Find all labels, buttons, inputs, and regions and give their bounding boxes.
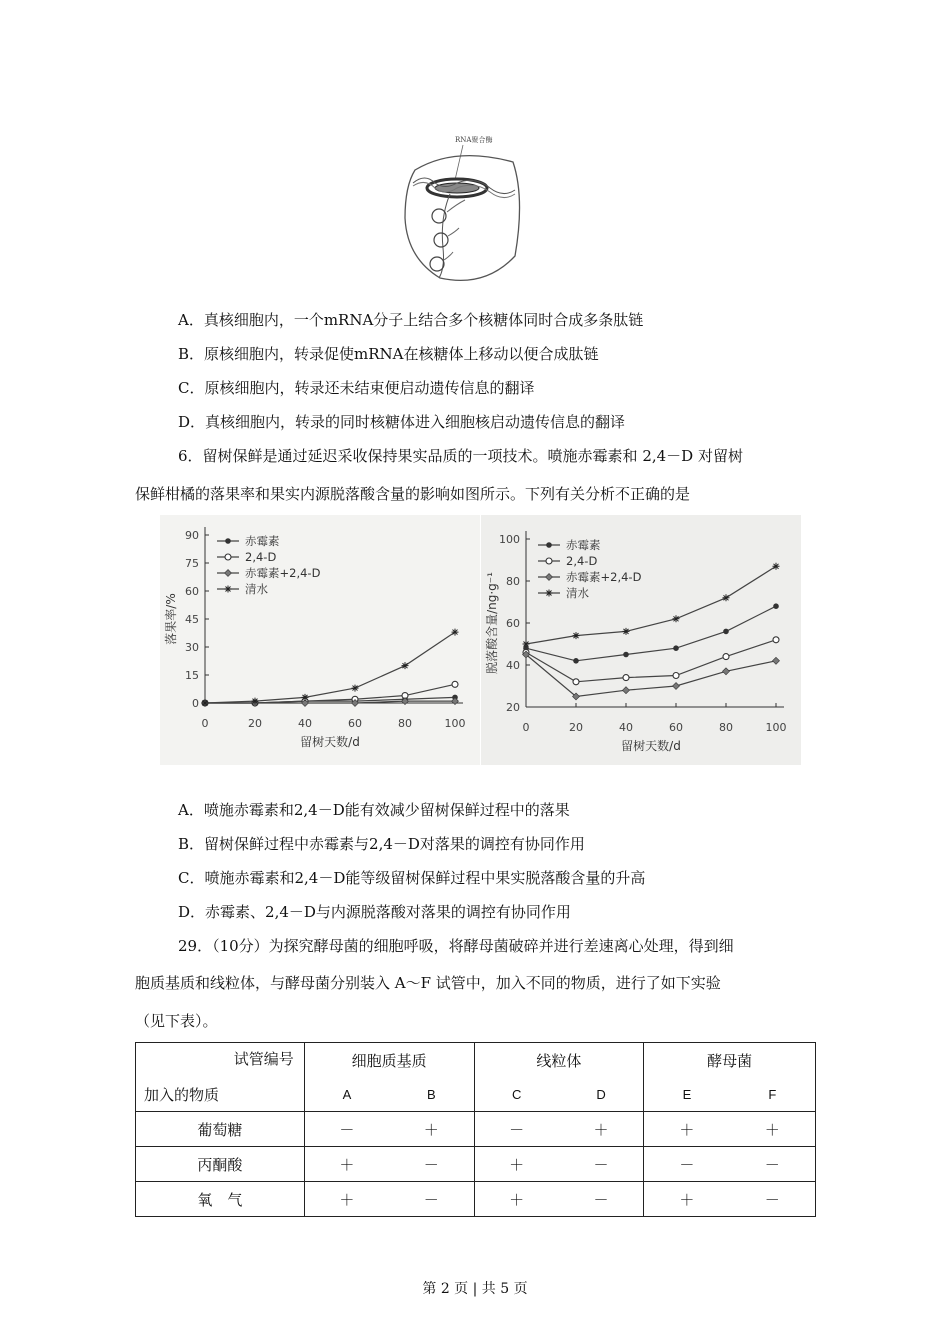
table-cell: － xyxy=(304,1112,389,1147)
legend-marker xyxy=(546,542,552,548)
y-tick-label: 45 xyxy=(185,613,199,626)
x-tick-label: 60 xyxy=(669,721,683,734)
row-label: 葡萄糖 xyxy=(136,1112,305,1147)
row-label: 丙酮酸 xyxy=(136,1147,305,1182)
row-label: 氧 气 xyxy=(136,1182,305,1217)
data-point xyxy=(623,675,629,681)
page-footer: 第 2 页 | 共 5 页 xyxy=(422,1281,528,1297)
y-tick-label: 90 xyxy=(185,529,199,542)
x-axis-label: 留树天数/d xyxy=(621,739,681,753)
legend-marker xyxy=(546,574,553,581)
rna-polymerase-label: RNA聚合酶 xyxy=(455,136,493,144)
data-point xyxy=(573,632,580,639)
table-cell: － xyxy=(730,1182,816,1217)
data-point xyxy=(352,685,359,692)
series-line xyxy=(526,640,776,682)
y-tick-label: 40 xyxy=(506,659,520,672)
group-header-mitochondria: 线粒体 xyxy=(474,1043,644,1078)
tube-label: E xyxy=(644,1077,730,1112)
legend-marker xyxy=(546,558,552,564)
data-point xyxy=(452,681,458,687)
legend-label: 赤霉素+2,4-D xyxy=(566,570,642,584)
data-point xyxy=(673,683,680,690)
legend-marker xyxy=(225,586,232,593)
table-cell: ＋ xyxy=(474,1182,559,1217)
x-tick-label: 80 xyxy=(398,717,412,730)
group-header-yeast: 酵母菌 xyxy=(644,1043,816,1078)
x-tick-label: 40 xyxy=(619,721,633,734)
data-point xyxy=(773,657,780,664)
data-point xyxy=(773,563,780,570)
x-tick-label: 80 xyxy=(719,721,733,734)
x-tick-label: 100 xyxy=(444,717,466,730)
table-row xyxy=(136,1147,816,1182)
y-tick-label: 75 xyxy=(185,557,199,570)
fruit-drop-rate-chart xyxy=(160,515,480,765)
tube-label: B xyxy=(389,1077,474,1112)
data-point xyxy=(723,668,730,675)
legend-marker xyxy=(225,538,231,544)
table-cell: － xyxy=(474,1112,559,1147)
q6-stem-line2: 保鲜柑橘的落果率和果实内源脱落酸含量的影响如图所示。下列有关分析不正确的是 xyxy=(135,485,691,503)
fruit-drop-rate-svg xyxy=(160,515,480,765)
ribosome-figure xyxy=(395,128,530,298)
q6-option-b: B．留树保鲜过程中赤霉素与2,4－D对落果的调控有协同作用 xyxy=(178,835,585,853)
table-cell: ＋ xyxy=(304,1182,389,1217)
data-point xyxy=(302,694,309,701)
legend-label: 2,4-D xyxy=(566,554,598,568)
x-tick-label: 20 xyxy=(248,717,262,730)
x-tick-label: 60 xyxy=(348,717,362,730)
x-tick-label: 100 xyxy=(765,721,787,734)
q29-stem-line2: 胞质基质和线粒体，与酵母菌分别装入 A～F 试管中，加入不同的物质，进行了如下实验 xyxy=(135,974,721,992)
data-point xyxy=(723,654,729,660)
q6-option-d: D．赤霉素、2,4－D与内源脱落酸对落果的调控有协同作用 xyxy=(178,903,571,921)
data-point xyxy=(573,658,579,664)
tube-label: C xyxy=(474,1077,559,1112)
table-cell: － xyxy=(389,1182,474,1217)
legend-label: 赤霉素 xyxy=(566,538,601,552)
table-row xyxy=(136,1182,816,1217)
y-tick-label: 30 xyxy=(185,641,199,654)
x-axis-label: 留树天数/d xyxy=(300,735,360,749)
data-point xyxy=(773,603,779,609)
corner-top-label: 试管编号 xyxy=(233,1050,294,1068)
data-point xyxy=(723,629,729,635)
abscisic-acid-chart xyxy=(481,515,801,765)
tube-label: D xyxy=(559,1077,644,1112)
table-row xyxy=(136,1112,816,1147)
table-cell: ＋ xyxy=(304,1147,389,1182)
table-cell: ＋ xyxy=(644,1112,730,1147)
q5-option-b: B．原核细胞内，转录促使mRNA在核糖体上移动以便合成肽链 xyxy=(178,345,599,363)
table-cell: ＋ xyxy=(389,1112,474,1147)
data-point xyxy=(623,628,630,635)
y-axis-label: 落果率/% xyxy=(164,593,178,645)
y-tick-label: 60 xyxy=(506,617,520,630)
table-cell: － xyxy=(559,1147,644,1182)
table-cell: － xyxy=(730,1147,816,1182)
tube-label: A xyxy=(304,1077,389,1112)
series-line xyxy=(526,655,776,697)
data-point xyxy=(523,641,530,648)
y-tick-label: 20 xyxy=(506,701,520,714)
legend-label: 清水 xyxy=(566,586,589,600)
data-point xyxy=(452,629,459,636)
group-header-cytoplasm: 细胞质基质 xyxy=(304,1043,474,1078)
tube-label: F xyxy=(730,1077,816,1112)
cell-diagram xyxy=(395,128,530,298)
y-tick-label: 80 xyxy=(506,575,520,588)
legend-label: 赤霉素+2,4-D xyxy=(245,566,321,580)
legend-label: 2,4-D xyxy=(245,550,277,564)
y-tick-label: 100 xyxy=(499,533,520,546)
x-tick-label: 20 xyxy=(569,721,583,734)
data-point xyxy=(402,662,409,669)
q6-stem-line1: 6．留树保鲜是通过延迟采收保持果实品质的一项技术。喷施赤霉素和 2,4－D 对留树 xyxy=(178,447,743,465)
table-cell: － xyxy=(644,1147,730,1182)
data-point xyxy=(673,615,680,622)
abscisic-acid-svg xyxy=(481,515,801,765)
data-point xyxy=(623,652,629,658)
table-cell: ＋ xyxy=(730,1112,816,1147)
x-tick-label: 40 xyxy=(298,717,312,730)
data-point xyxy=(723,594,730,601)
q5-option-a: A．真核细胞内，一个mRNA分子上结合多个核糖体同时合成多条肽链 xyxy=(178,311,644,329)
table-cell: ＋ xyxy=(474,1147,559,1182)
data-point xyxy=(252,698,259,705)
experiment-table xyxy=(135,1042,816,1217)
series-line xyxy=(205,684,455,703)
series-line xyxy=(526,566,776,644)
y-tick-label: 15 xyxy=(185,669,199,682)
q29-stem-line3: （见下表）。 xyxy=(135,1012,218,1030)
legend-label: 清水 xyxy=(245,582,268,596)
q5-option-d: D．真核细胞内，转录的同时核糖体进入细胞核启动遗传信息的翻译 xyxy=(178,413,626,431)
x-tick-label: 0 xyxy=(201,717,209,730)
table-cell: － xyxy=(559,1182,644,1217)
data-point xyxy=(573,679,579,685)
table-corner xyxy=(136,1043,305,1112)
q6-option-a: A．喷施赤霉素和2,4－D能有效减少留树保鲜过程中的落果 xyxy=(178,801,570,819)
legend-marker xyxy=(225,570,232,577)
data-point xyxy=(202,700,209,707)
data-point xyxy=(773,637,779,643)
data-point xyxy=(673,673,679,679)
y-tick-label: 60 xyxy=(185,585,199,598)
table-cell: － xyxy=(389,1147,474,1182)
q29-stem-line1: 29．（10分）为探究酵母菌的细胞呼吸，将酵母菌破碎并进行差速离心处理，得到细 xyxy=(178,937,734,955)
y-axis-label: 脱落酸含量/ng·g⁻¹ xyxy=(485,572,499,674)
data-point xyxy=(623,687,630,694)
table-cell: ＋ xyxy=(644,1182,730,1217)
data-point xyxy=(673,645,679,651)
q5-option-c: C．原核细胞内，转录还未结束便启动遗传信息的翻译 xyxy=(178,379,535,397)
y-tick-label: 0 xyxy=(192,697,199,710)
table-cell: ＋ xyxy=(559,1112,644,1147)
legend-marker xyxy=(225,554,231,560)
corner-bottom-label: 加入的物质 xyxy=(144,1086,220,1104)
q6-option-c: C．喷施赤霉素和2,4－D能等级留树保鲜过程中果实脱落酸含量的升高 xyxy=(178,869,646,887)
x-tick-label: 0 xyxy=(522,721,530,734)
legend-label: 赤霉素 xyxy=(245,534,280,548)
legend-marker xyxy=(546,590,553,597)
